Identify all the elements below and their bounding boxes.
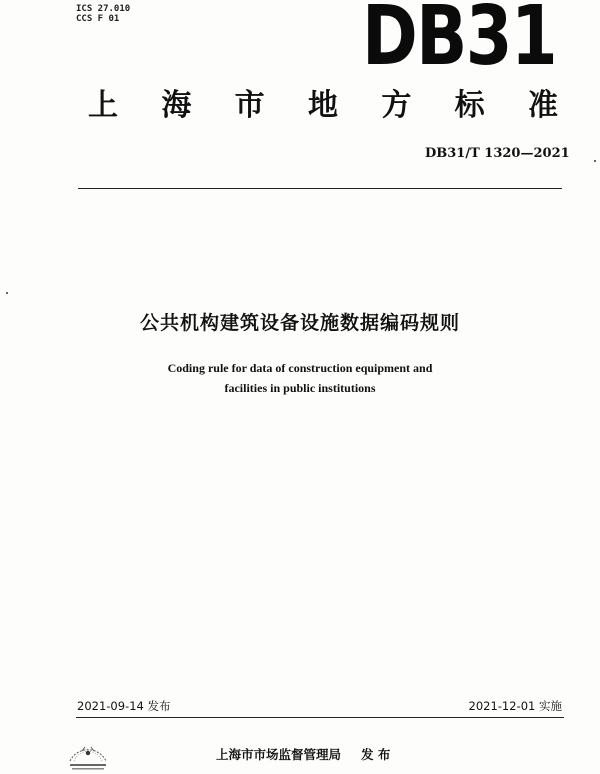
ccs-code: CCS F 01 <box>76 14 120 24</box>
english-title-line2: facilities in public institutions <box>224 381 376 395</box>
standard-type-char: 标 <box>454 88 485 123</box>
publisher-name: 上海市市场监督管理局 <box>216 747 342 762</box>
standard-type-char: 市 <box>234 88 265 123</box>
standard-type-char: 地 <box>307 88 338 123</box>
db31-logo: DB31 <box>362 0 557 84</box>
scan-speck <box>6 292 8 294</box>
header-divider <box>78 188 562 189</box>
standard-type-char: 准 <box>527 88 558 123</box>
standard-type-char: 方 <box>381 88 412 123</box>
english-title <box>0 358 600 398</box>
classification-codes <box>76 4 130 24</box>
footer-divider <box>76 717 564 718</box>
seal-stamp-icon <box>62 731 114 773</box>
standard-type-heading <box>88 86 558 126</box>
english-title-line1: Coding rule for data of construction equipment and <box>167 361 433 375</box>
implement-date: 2021-12-01 实施 <box>468 699 562 713</box>
standard-number: DB31/T 1320—2021 <box>425 146 570 161</box>
issue-label: 发 布 <box>361 747 391 762</box>
standard-type-char: 海 <box>161 88 192 123</box>
ics-code: ICS 27.010 <box>76 4 131 14</box>
scan-speck <box>594 160 596 162</box>
publisher <box>216 745 390 763</box>
chinese-title: 公共机构建筑设备设施数据编码规则 <box>139 312 460 334</box>
standard-type-char: 上 <box>88 88 118 123</box>
publish-date: 2021-09-14 发布 <box>77 699 171 713</box>
